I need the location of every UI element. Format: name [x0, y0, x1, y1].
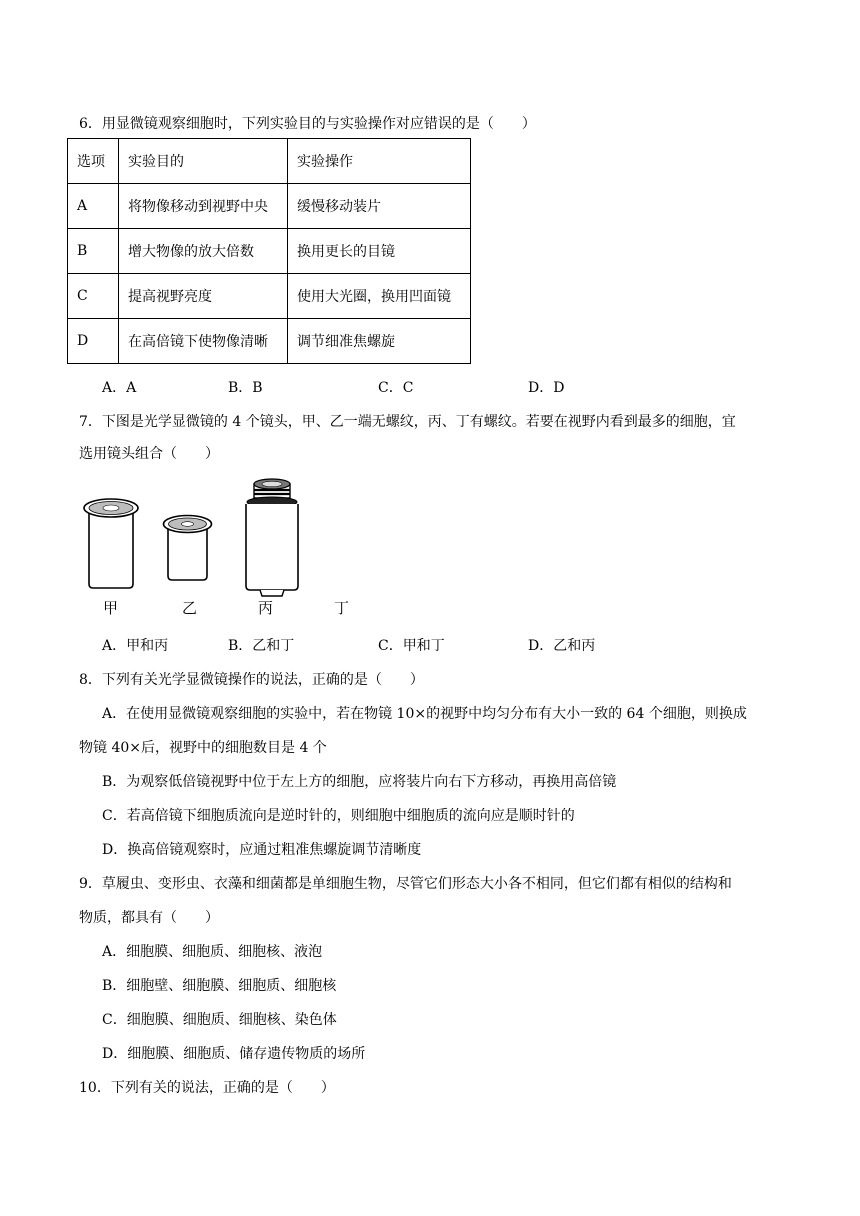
q9-option-a: A．细胞膜、细胞质、细胞核、液泡 — [102, 944, 323, 960]
q6-option-c: C．C — [378, 380, 414, 396]
lens-jia-icon — [84, 499, 138, 588]
table-cell: B — [68, 229, 119, 274]
lens-bing-icon — [246, 479, 298, 596]
table-header-cell: 实验目的 — [119, 139, 288, 184]
table-row — [68, 274, 471, 319]
table-header-cell: 选项 — [68, 139, 119, 184]
table-row — [68, 319, 471, 364]
lens-label-bing: 丙 — [258, 599, 274, 617]
q8-option-c: C．若高倍镜下细胞质流向是逆时针的，则细胞中细胞质的流向应是顺时针的 — [102, 808, 575, 824]
table-row — [68, 184, 471, 229]
q8-option-a-line1: A．在使用显微镜观察细胞的实验中，若在物镜 10×的视野中均匀分布有大小一致的 64 个细胞，则换成 — [102, 706, 747, 722]
q9-stem-line1: 9．草履虫、变形虫、衣藻和细菌都是单细胞生物，尽管它们形态大小各不相同，但它们都有相似的结构和 — [79, 876, 732, 892]
q8-stem: 8．下列有关光学显微镜操作的说法，正确的是（ ） — [79, 672, 424, 688]
q10-stem: 10．下列有关的说法，正确的是（ ） — [79, 1080, 335, 1096]
q6-option-b: B．B — [228, 380, 263, 396]
lens-label-ding: 丁 — [334, 599, 350, 617]
q7-option-c: C．甲和丁 — [378, 638, 445, 654]
q6-table — [67, 138, 471, 364]
lens-yi-icon — [164, 516, 212, 581]
q9-stem-line2: 物质，都具有（ ） — [79, 910, 219, 926]
q6-stem: 6．用显微镜观察细胞时，下列实验目的与实验操作对应错误的是（ ） — [79, 116, 536, 132]
lens-label-yi: 乙 — [182, 599, 198, 617]
table-cell: 增大物像的放大倍数 — [119, 229, 288, 274]
table-cell: 缓慢移动装片 — [288, 184, 471, 229]
q9-option-c: C．细胞膜、细胞质、细胞核、染色体 — [102, 1012, 337, 1028]
q6-option-a: A．A — [102, 380, 137, 396]
q7-stem-line1: 7．下图是光学显微镜的 4 个镜头，甲、乙一端无螺纹，丙、丁有螺纹。若要在视野内看到最多的细胞，宜 — [79, 414, 736, 430]
table-header-cell: 实验操作 — [288, 139, 471, 184]
table-row — [68, 229, 471, 274]
q7-option-b: B．乙和丁 — [228, 638, 295, 654]
q8-option-d: D．换高倍镜观察时，应通过粗准焦螺旋调节清晰度 — [102, 842, 422, 858]
table-cell: D — [68, 319, 119, 364]
q7-option-a: A．甲和丙 — [102, 638, 169, 654]
table-cell: C — [68, 274, 119, 319]
q9-option-d: D．细胞膜、细胞质、储存遗传物质的场所 — [102, 1046, 366, 1062]
q9-option-b: B．细胞壁、细胞膜、细胞质、细胞核 — [102, 978, 337, 994]
table-cell: 在高倍镜下使物像清晰 — [119, 319, 288, 364]
q7-stem-line2: 选用镜头组合（ ） — [79, 446, 219, 462]
lens-label-jia: 甲 — [103, 599, 119, 617]
table-header-row — [68, 139, 471, 184]
q8-option-b: B．为观察低倍镜视野中位于左上方的细胞，应将装片向右下方移动，再换用高倍镜 — [102, 774, 617, 790]
table-cell: 提高视野亮度 — [119, 274, 288, 319]
q7-option-d: D．乙和丙 — [528, 638, 596, 654]
table-cell: A — [68, 184, 119, 229]
q6-option-d: D．D — [528, 380, 565, 396]
table-cell: 换用更长的目镜 — [288, 229, 471, 274]
table-cell: 使用大光圈，换用凹面镜 — [288, 274, 471, 319]
q8-option-a-line2: 物镜 40×后，视野中的细胞数目是 4 个 — [79, 740, 327, 756]
table-cell: 将物像移动到视野中央 — [119, 184, 288, 229]
table-cell: 调节细准焦螺旋 — [288, 319, 471, 364]
